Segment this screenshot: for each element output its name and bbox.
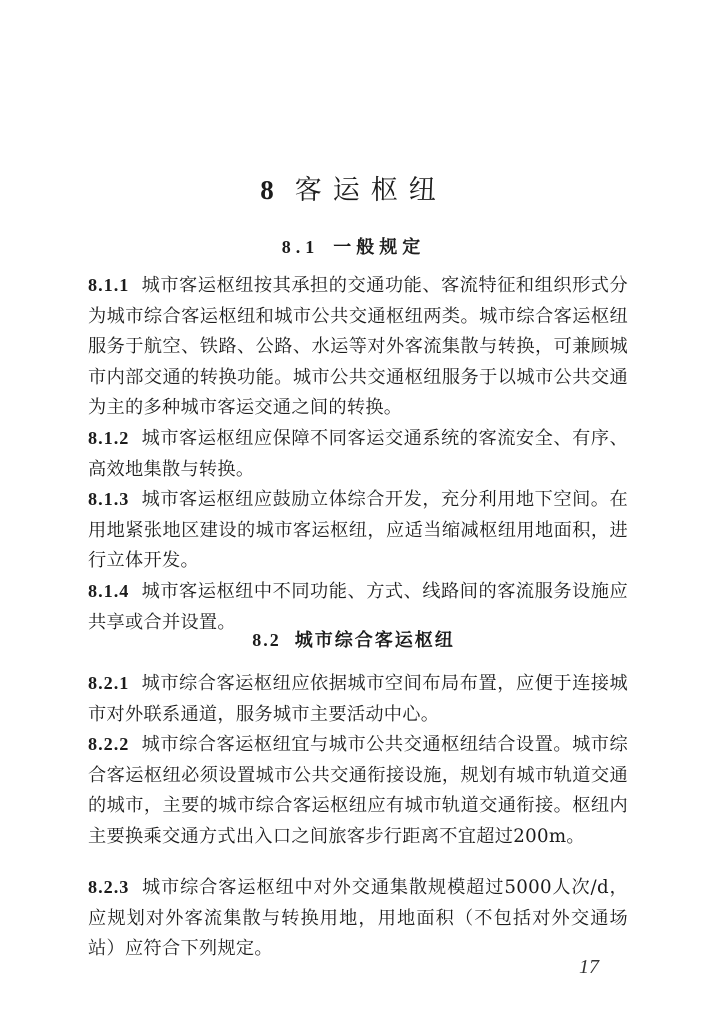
clause-text: 城市客运枢纽应保障不同客运交通系统的客流安全、有序、高效地集散与转换。	[88, 428, 628, 480]
section-number: 8.2	[252, 630, 281, 650]
section-heading-8-2	[0, 626, 707, 652]
clause-text: 城市综合客运枢纽应依据城市空间布局布置，应便于连接城市对外联系通道，服务城市主要活动中心。	[88, 673, 628, 725]
clause-text: 城市客运枢纽应鼓励立体综合开发，充分利用地下空间。在用地紧张地区建设的城市客运枢纽，应适当缩减枢纽用地面积，进行立体开发。	[88, 489, 628, 571]
clause-number: 8.2.2	[88, 734, 130, 754]
clause-8-1-1	[88, 270, 628, 424]
clause-text: 城市综合客运枢纽宜与城市公共交通枢纽结合设置。城市综合客运枢纽必须设置城市公共交通衔接设施，规划有城市轨道交通的城市，主要的城市综合客运枢纽应有城市轨道交通衔接。枢纽内主要换乘交通方式出入口之间旅客步行距离不宜超过200m。	[88, 734, 628, 847]
clause-8-2-3	[88, 872, 628, 965]
clause-text: 城市客运枢纽按其承担的交通功能、客流特征和组织形式分为城市综合客运枢纽和城市公共交通枢纽两类。城市综合客运枢纽服务于航空、铁路、公路、水运等对外客流集散与转换，可兼顾城市内部交通的转换功能。城市公共交通枢纽服务于以城市公共交通为主的多种城市客运交通之间的转换。	[88, 275, 628, 418]
chapter-number: 8	[260, 175, 285, 205]
clause-text: 城市客运枢纽中不同功能、方式、线路间的客流服务设施应共享或合并设置。	[88, 581, 628, 633]
clause-8-1-2	[88, 423, 628, 485]
section-title-text: 一般规定	[333, 237, 426, 258]
clause-8-1-3	[88, 484, 628, 577]
clause-text: 城市综合客运枢纽中对外交通集散规模超过5000人次/d，应规划对外客流集散与转换用地，用地面积（不包括对外交通场站）应符合下列规定。	[88, 877, 628, 959]
clause-number: 8.1.3	[88, 489, 130, 509]
clause-8-2-1	[88, 668, 628, 730]
clause-number: 8.2.1	[88, 673, 130, 693]
section-number: 8.1	[281, 237, 320, 257]
clause-number: 8.1.4	[88, 581, 130, 601]
page-number: 17	[579, 956, 599, 978]
clause-number: 8.2.3	[88, 877, 130, 897]
chapter-title-text: 客运枢纽	[294, 175, 447, 206]
clause-number: 8.1.1	[88, 275, 130, 295]
section-title-text: 城市综合客运枢纽	[294, 630, 455, 651]
section-heading-8-1	[0, 233, 707, 259]
chapter-heading	[0, 168, 707, 207]
clause-number: 8.1.2	[88, 428, 130, 448]
clause-8-2-2	[88, 729, 628, 852]
